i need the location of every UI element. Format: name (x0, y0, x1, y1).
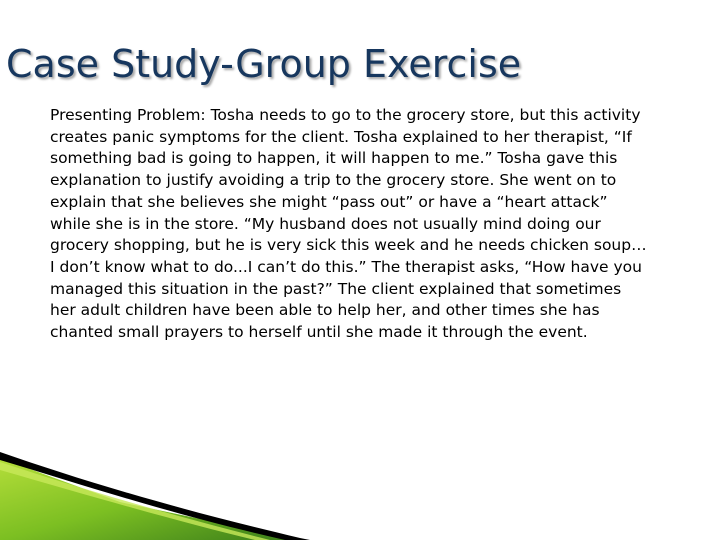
decorative-swoosh (0, 440, 720, 540)
case-study-text: Presenting Problem: Tosha needs to go to the grocery store, but this activity creates panic symptoms for the client. Tosha explained to her therapist, “If something bad is going to happen, it will happen to me.” Tosha gave this explanation to justify avoiding a trip to the grocery store. She went on to explain that she believes she might “pass out” or have a “heart attack” while she is in the store. “My husband does not usually mind doing our grocery shopping, but he is very sick this week and he needs chicken soup…I don’t know what to do...I can’t do this.” The therapist asks, “How have you managed this situation in the past?” The client explained that sometimes her adult children have been able to help her, and other times she has chanted small prayers to herself until she made it through the event. (50, 106, 647, 342)
slide-title: Case Study-Group Exercise (6, 42, 522, 86)
